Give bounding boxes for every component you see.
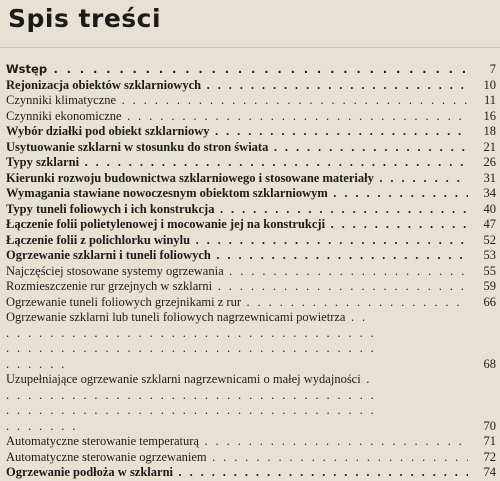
- toc-page-number: 18: [483, 124, 496, 138]
- toc-entry[interactable]: [6, 109, 498, 125]
- toc-entry-body: [6, 140, 498, 156]
- toc-entry-title: Czynniki klimatyczne . . .: [6, 93, 468, 109]
- toc-page-number: 74: [483, 465, 496, 479]
- toc-page-number: 16: [483, 108, 496, 123]
- toc-entry-title: Ogrzewanie podłoża w szklarni . . .: [6, 465, 468, 481]
- toc-page-number: 7: [489, 62, 496, 76]
- toc-entry[interactable]: [6, 233, 498, 249]
- toc-entry-title: Czynniki ekonomiczne . . .: [6, 109, 468, 125]
- toc-entry-body: [6, 372, 498, 434]
- toc-entry-body: [6, 78, 498, 94]
- toc-entry[interactable]: [6, 310, 498, 372]
- toc-entry-title: Łączenie folii polietylenowej i mocowanie jej na konstrukcji . . .: [6, 217, 468, 233]
- toc-page-number: 40: [483, 201, 496, 216]
- toc-entry[interactable]: [6, 93, 498, 109]
- toc-entry-body: [6, 465, 498, 481]
- toc-page-number: 66: [483, 294, 496, 309]
- toc-entry-title: Ogrzewanie szklarni lub tuneli foliowych nagrzewnicami powietrza . . .: [6, 310, 378, 372]
- toc-entry[interactable]: [6, 202, 498, 218]
- toc-entry[interactable]: [6, 62, 498, 78]
- toc-entry-body: [6, 264, 498, 280]
- toc-page-number: 47: [483, 217, 496, 231]
- toc-entry[interactable]: [6, 140, 498, 156]
- toc-page-number: 55: [483, 263, 496, 278]
- toc-entry[interactable]: [6, 450, 498, 466]
- toc-entry-body: [6, 109, 498, 125]
- toc-entry-title: Kierunki rozwoju budownictwa szklarniowego i stosowane materiały . . .: [6, 171, 468, 187]
- toc-entry[interactable]: [6, 372, 498, 434]
- toc-entry-body: [6, 295, 498, 311]
- toc-entry[interactable]: [6, 279, 498, 295]
- toc-entry[interactable]: [6, 155, 498, 171]
- toc-entry-body: [6, 450, 498, 466]
- toc-entry[interactable]: [6, 186, 498, 202]
- toc-page-number: 71: [483, 434, 496, 448]
- toc-entry[interactable]: [6, 217, 498, 233]
- toc-entry-body: [6, 155, 498, 171]
- toc-entry-title: Uzupełniające ogrzewanie szklarni nagrzewnicami o małej wydajności . . .: [6, 372, 378, 434]
- toc-page-number: 72: [483, 449, 496, 464]
- toc-entry[interactable]: [6, 78, 498, 94]
- toc-entry-body: [6, 186, 498, 202]
- toc-entry-title: Najczęściej stosowane systemy ogrzewania . . .: [6, 264, 468, 280]
- toc-entry-body: [6, 217, 498, 233]
- toc-entry[interactable]: [6, 295, 498, 311]
- toc-page-number: 34: [483, 186, 496, 200]
- toc-entry-body: [6, 202, 498, 218]
- toc-entry-body: [6, 171, 498, 187]
- toc-entry-title: Ogrzewanie szklarni i tuneli foliowych . . .: [6, 248, 468, 264]
- toc-entry-title: Łączenie folii z polichlorku winylu . . .: [6, 233, 468, 249]
- toc-page-number: 10: [483, 77, 496, 92]
- toc-entry-title: Rozmieszczenie rur grzejnych w szklarni . . .: [6, 279, 468, 295]
- page-title: Spis treści: [8, 4, 162, 33]
- toc-entry-body: [6, 310, 498, 372]
- toc-entry-title: Typy szklarni . . .: [6, 155, 468, 171]
- toc-entry-body: [6, 233, 498, 249]
- toc-page-number: 21: [483, 139, 496, 154]
- toc-page-number: 68: [483, 356, 496, 371]
- toc-page-number: 11: [483, 93, 496, 107]
- toc-entry-title: Ogrzewanie tuneli foliowych grzejnikami z rur . . .: [6, 295, 468, 311]
- toc-entry-body: [6, 62, 498, 78]
- toc-entry-title: Typy tuneli foliowych i ich konstrukcja . . .: [6, 202, 468, 218]
- toc-entry[interactable]: [6, 465, 498, 481]
- toc-entry[interactable]: [6, 124, 498, 140]
- table-of-contents: [6, 62, 498, 481]
- toc-page-number: 26: [483, 155, 496, 169]
- toc-entry[interactable]: [6, 171, 498, 187]
- toc-entry-title: Wymagania stawiane nowoczesnym obiektom szklarniowym . . .: [6, 186, 468, 202]
- toc-entry-body: [6, 93, 498, 109]
- toc-page-number: 53: [483, 248, 496, 262]
- toc-entry[interactable]: [6, 264, 498, 280]
- toc-entry-title: Usytuowanie szklarni w stosunku do stron świata . . .: [6, 140, 468, 156]
- toc-page-number: 59: [483, 279, 496, 293]
- toc-entry-title: Rejonizacja obiektów szklarniowych . . .: [6, 78, 468, 94]
- toc-entry-title: Automatyczne sterowanie temperaturą . . .: [6, 434, 468, 450]
- title-divider: [0, 47, 500, 48]
- toc-entry-title: Wybór działki pod obiekt szklarniowy . . .: [6, 124, 468, 140]
- toc-entry[interactable]: [6, 248, 498, 264]
- toc-entry-body: [6, 279, 498, 295]
- toc-page-number: 70: [483, 418, 496, 433]
- toc-entry-body: [6, 124, 498, 140]
- toc-entry-title: Wstęp . . .: [6, 62, 468, 78]
- toc-page-number: 52: [483, 232, 496, 247]
- toc-entry-body: [6, 248, 498, 264]
- toc-page-number: 31: [483, 170, 496, 185]
- toc-entry-title: Automatyczne sterowanie ogrzewaniem . . .: [6, 450, 468, 466]
